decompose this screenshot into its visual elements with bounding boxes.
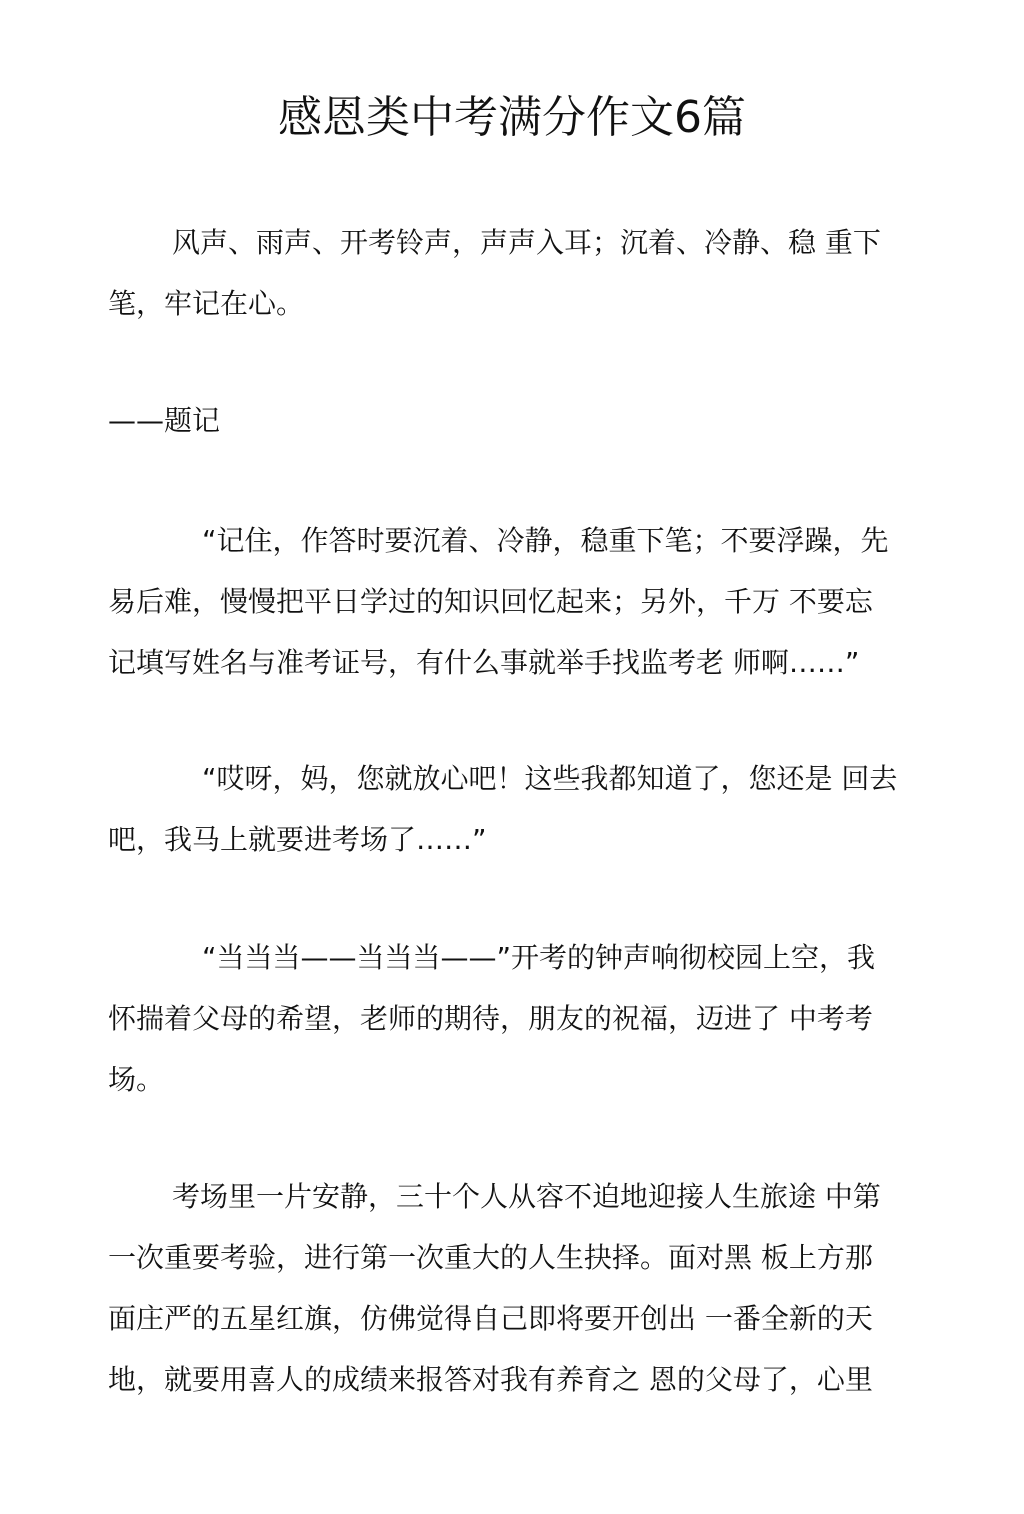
text-line: 吧，我马上就要进考场了……”: [108, 823, 487, 856]
document-title: 感恩类中考满分作文6篇: [278, 92, 746, 143]
paragraph-epigraph-signature: [108, 390, 908, 451]
paragraph-epigraph: [108, 212, 908, 334]
text-line: 一次重要考验，进行第一次重大的人生抉择。面对黑 板上方那: [108, 1241, 873, 1274]
text-line: 场。: [108, 1063, 165, 1096]
text-line: 地，就要用喜人的成绩来报答对我有养育之 恩的父母了，心里: [108, 1363, 873, 1396]
text-line: 面庄严的五星红旗，仿佛觉得自己即将要开创出 一番全新的天: [108, 1302, 873, 1335]
paragraph-exam-bell: [108, 927, 908, 1110]
paragraph-reply: [108, 748, 908, 870]
text-line: ——题记: [108, 404, 221, 437]
text-line: 笔，牢记在心。: [108, 287, 305, 320]
text-line: “哎呀，妈，您就放心吧！这些我都知道了，您还是 回去: [202, 762, 898, 795]
text-line: 记填写姓名与准考证号，有什么事就举手找监考老 师啊……”: [108, 646, 860, 679]
paragraph-mother-advice: [108, 510, 908, 693]
paragraph-exam-room: [108, 1166, 908, 1410]
text-line: 考场里一片安静，三十个人从容不迫地迎接人生旅途 中第: [172, 1180, 881, 1213]
text-line: “记住，作答时要沉着、冷静，稳重下笔；不要浮躁，先: [202, 524, 889, 557]
text-line: 风声、雨声、开考铃声，声声入耳；沉着、冷静、稳 重下: [172, 226, 881, 259]
text-line: 易后难，慢慢把平日学过的知识回忆起来；另外，千万 不要忘: [108, 585, 873, 618]
text-line: 怀揣着父母的希望，老师的期待，朋友的祝福，迈进了 中考考: [108, 1002, 873, 1035]
text-line: “当当当——当当当——”开考的钟声响彻校园上空，我: [202, 941, 876, 974]
